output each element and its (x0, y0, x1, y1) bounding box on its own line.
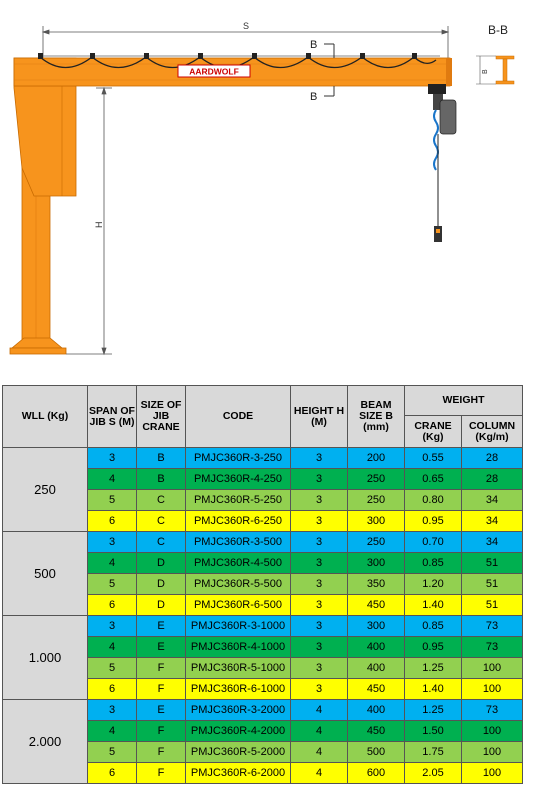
column-cell: 73 (462, 700, 523, 721)
code-cell: PMJC360R-6-250 (186, 511, 291, 532)
brand-logo (178, 65, 250, 77)
beam-cell: 450 (348, 595, 405, 616)
column-cell: 100 (462, 721, 523, 742)
span-cell: 4 (88, 721, 137, 742)
electric-hoist (428, 84, 456, 242)
beam-cell: 400 (348, 637, 405, 658)
wll-cell: 2.000 (3, 700, 88, 784)
column-cell: 73 (462, 637, 523, 658)
size-cell: F (137, 658, 186, 679)
beam-cell: 500 (348, 742, 405, 763)
beam-cell: 400 (348, 658, 405, 679)
beam-cell: 250 (348, 532, 405, 553)
table-row (3, 700, 523, 721)
crane-cell: 0.85 (405, 553, 462, 574)
span-cell: 5 (88, 574, 137, 595)
wll-cell: 1.000 (3, 616, 88, 700)
height-cell: 3 (291, 658, 348, 679)
column-cell: 28 (462, 448, 523, 469)
span-cell: 4 (88, 637, 137, 658)
beam-cell: 450 (348, 679, 405, 700)
beam-cell: 200 (348, 448, 405, 469)
height-cell: 3 (291, 469, 348, 490)
span-cell: 4 (88, 469, 137, 490)
header-beam: BEAM SIZE B (mm) (348, 386, 405, 448)
code-cell: PMJC360R-4-2000 (186, 721, 291, 742)
size-cell: C (137, 490, 186, 511)
column-cell: 51 (462, 595, 523, 616)
code-cell: PMJC360R-3-2000 (186, 700, 291, 721)
crane-cell: 0.95 (405, 637, 462, 658)
size-cell: D (137, 553, 186, 574)
span-cell: 4 (88, 553, 137, 574)
beam-cell: 350 (348, 574, 405, 595)
beam-cell: 300 (348, 511, 405, 532)
height-cell: 3 (291, 595, 348, 616)
size-cell: E (137, 700, 186, 721)
span-cell: 3 (88, 532, 137, 553)
height-cell: 3 (291, 511, 348, 532)
code-cell: PMJC360R-6-2000 (186, 763, 291, 784)
beam-cell: 300 (348, 553, 405, 574)
beam-cell: 450 (348, 721, 405, 742)
column-cell: 34 (462, 490, 523, 511)
header-weight: WEIGHT (405, 386, 523, 416)
crane-cell: 1.25 (405, 658, 462, 679)
section-dim-label: B (482, 69, 489, 74)
header-wll: WLL (Kg) (3, 386, 88, 448)
crane-cell: 1.25 (405, 700, 462, 721)
section-mark-top: B (310, 39, 318, 51)
height-cell: 3 (291, 574, 348, 595)
header-code: CODE (186, 386, 291, 448)
beam-cell: 300 (348, 616, 405, 637)
column-cell: 28 (462, 469, 523, 490)
size-cell: F (137, 763, 186, 784)
size-cell: E (137, 637, 186, 658)
column-cell: 51 (462, 574, 523, 595)
table-row (3, 448, 523, 469)
height-cell: 3 (291, 532, 348, 553)
code-cell: PMJC360R-4-500 (186, 553, 291, 574)
code-cell: PMJC360R-5-500 (186, 574, 291, 595)
span-cell: 3 (88, 448, 137, 469)
span-cell: 5 (88, 658, 137, 679)
column-cell: 73 (462, 616, 523, 637)
beam-cell: 600 (348, 763, 405, 784)
crane-cell: 1.40 (405, 679, 462, 700)
span-cell: 6 (88, 511, 137, 532)
table-row (3, 532, 523, 553)
height-cell: 4 (291, 700, 348, 721)
crane-cell: 2.05 (405, 763, 462, 784)
beam-cell: 250 (348, 490, 405, 511)
crane-cell: 1.40 (405, 595, 462, 616)
height-cell: 3 (291, 553, 348, 574)
height-cell: 3 (291, 448, 348, 469)
crane-cell: 1.75 (405, 742, 462, 763)
code-cell: PMJC360R-4-250 (186, 469, 291, 490)
crane-cell: 1.50 (405, 721, 462, 742)
header-column-weight: COLUMN (Kg/m) (462, 416, 523, 448)
span-dimension (43, 26, 448, 62)
size-cell: F (137, 679, 186, 700)
specification-table (2, 385, 523, 784)
column-cell: 34 (462, 511, 523, 532)
span-cell: 5 (88, 490, 137, 511)
size-cell: F (137, 742, 186, 763)
wll-cell: 250 (3, 448, 88, 532)
height-cell: 4 (291, 721, 348, 742)
svg-text:AARDWOLF: AARDWOLF (189, 66, 239, 77)
span-label: S (242, 21, 250, 31)
column-cell: 100 (462, 742, 523, 763)
span-cell: 6 (88, 763, 137, 784)
size-cell: F (137, 721, 186, 742)
size-cell: D (137, 595, 186, 616)
header-crane-weight: CRANE (Kg) (405, 416, 462, 448)
beam-cell: 250 (348, 469, 405, 490)
jib-crane-drawing (0, 0, 538, 380)
size-cell: C (137, 532, 186, 553)
column-cell: 34 (462, 532, 523, 553)
code-cell: PMJC360R-3-250 (186, 448, 291, 469)
size-cell: B (137, 469, 186, 490)
size-cell: C (137, 511, 186, 532)
beam-cell: 400 (348, 700, 405, 721)
height-label: H (94, 221, 104, 228)
span-cell: 6 (88, 679, 137, 700)
column-cell: 100 (462, 763, 523, 784)
header-height: HEIGHT H (M) (291, 386, 348, 448)
height-cell: 4 (291, 742, 348, 763)
code-cell: PMJC360R-3-1000 (186, 616, 291, 637)
wll-cell: 500 (3, 532, 88, 616)
column-cell: 100 (462, 658, 523, 679)
code-cell: PMJC360R-3-500 (186, 532, 291, 553)
size-cell: D (137, 574, 186, 595)
crane-cell: 0.85 (405, 616, 462, 637)
table-row (3, 616, 523, 637)
code-cell: PMJC360R-6-1000 (186, 679, 291, 700)
height-cell: 3 (291, 637, 348, 658)
code-cell: PMJC360R-5-250 (186, 490, 291, 511)
crane-cell: 0.80 (405, 490, 462, 511)
code-cell: PMJC360R-5-2000 (186, 742, 291, 763)
column-cell: 51 (462, 553, 523, 574)
code-cell: PMJC360R-5-1000 (186, 658, 291, 679)
section-title: B-B (488, 23, 509, 37)
crane-cell: 0.70 (405, 532, 462, 553)
crane-cell: 0.95 (405, 511, 462, 532)
crane-cell: 1.20 (405, 574, 462, 595)
code-cell: PMJC360R-4-1000 (186, 637, 291, 658)
crane-cell: 0.55 (405, 448, 462, 469)
crane-cell: 0.65 (405, 469, 462, 490)
height-cell: 4 (291, 763, 348, 784)
span-cell: 5 (88, 742, 137, 763)
size-cell: E (137, 616, 186, 637)
section-mark-bottom: B (310, 91, 318, 103)
height-cell: 3 (291, 490, 348, 511)
span-cell: 6 (88, 595, 137, 616)
header-span: SPAN OF JIB S (M) (88, 386, 137, 448)
column-cell: 100 (462, 679, 523, 700)
header-size: SIZE OF JIB CRANE (137, 386, 186, 448)
size-cell: B (137, 448, 186, 469)
span-cell: 3 (88, 700, 137, 721)
span-cell: 3 (88, 616, 137, 637)
height-cell: 3 (291, 679, 348, 700)
height-cell: 3 (291, 616, 348, 637)
code-cell: PMJC360R-6-500 (186, 595, 291, 616)
